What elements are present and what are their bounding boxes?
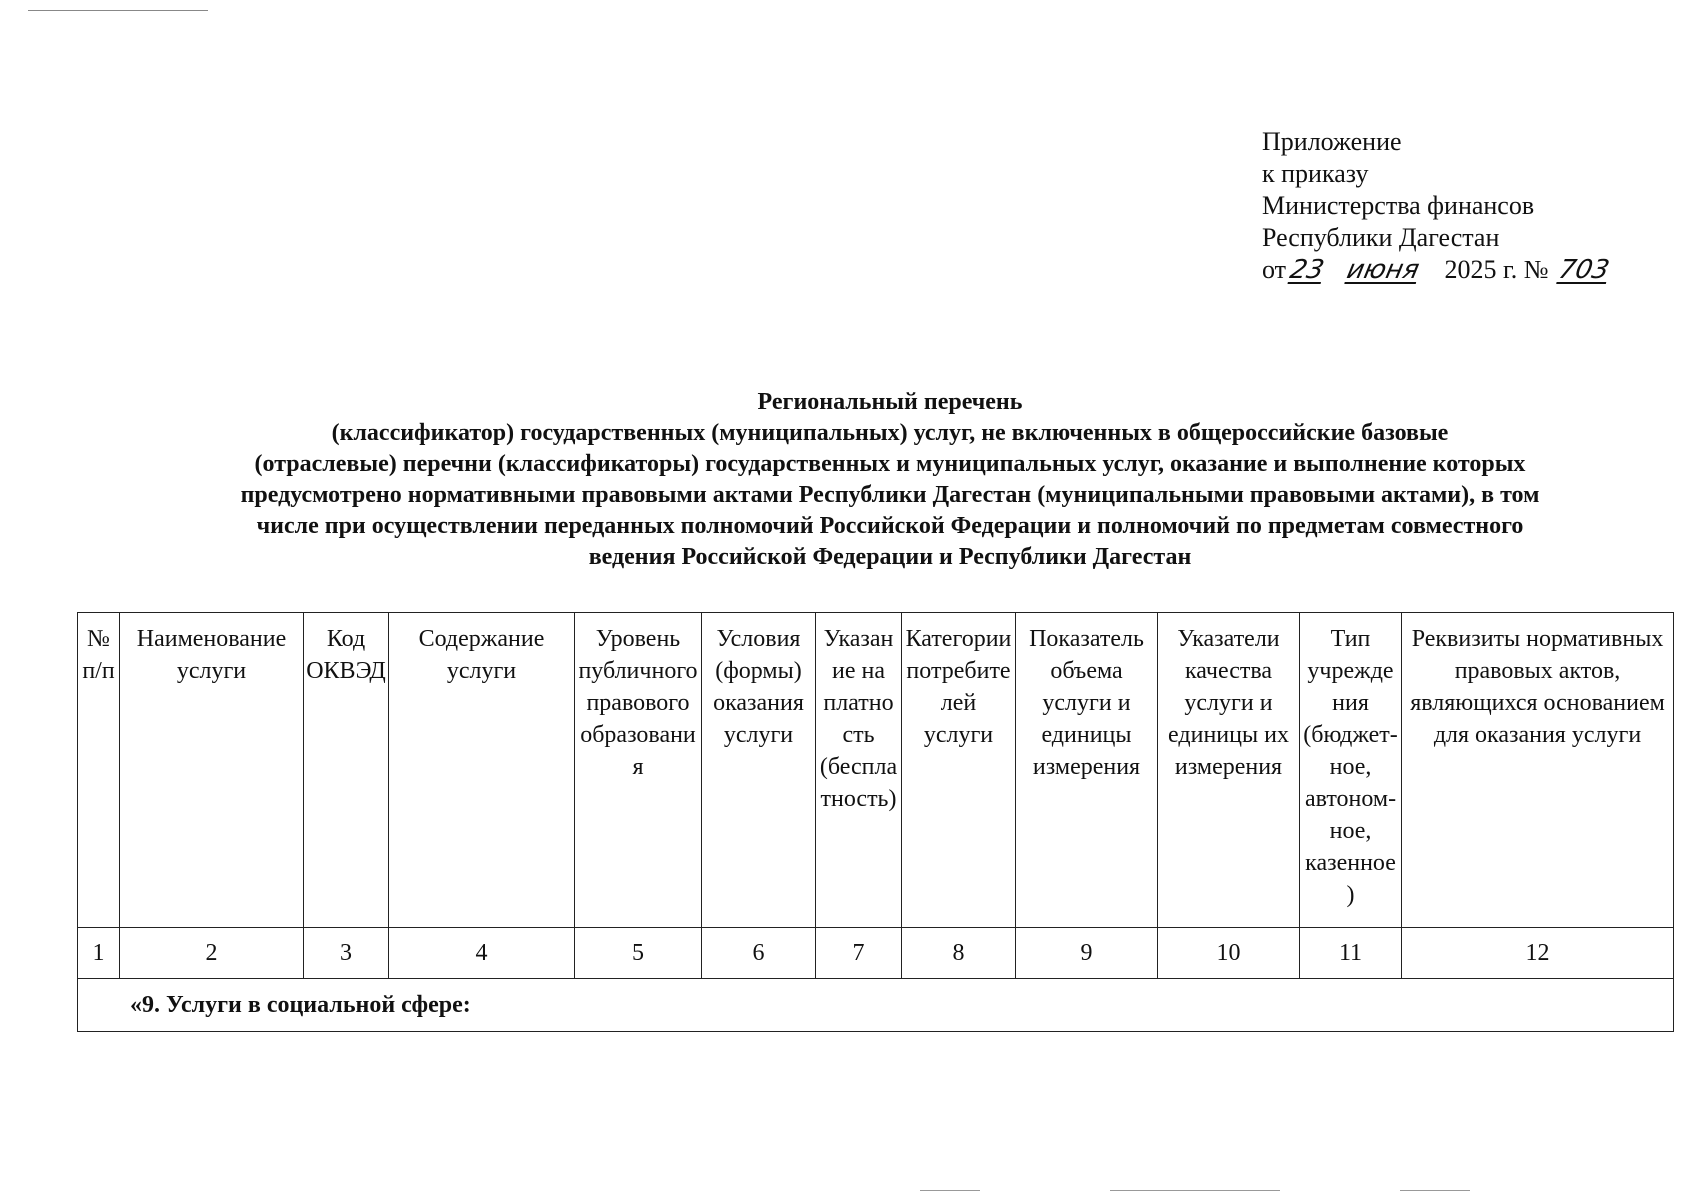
handwritten-day: 23	[1287, 255, 1327, 285]
column-number: 4	[389, 928, 575, 979]
title-line-5: числе при осуществлении переданных полномочий Российской Федерации и полномочий по предметам совместного	[256, 513, 1524, 539]
date-year: 2025 г. №	[1444, 255, 1549, 284]
services-table	[77, 612, 1674, 1032]
column-number: 10	[1158, 928, 1300, 979]
scan-artifact-line	[920, 1190, 980, 1191]
appendix-order-ref: к приказу	[1262, 159, 1369, 188]
document-title	[110, 387, 1670, 573]
column-number: 7	[816, 928, 902, 979]
header-cell: Условия (формы) оказания услуги	[702, 613, 816, 928]
handwritten-month: июня	[1344, 255, 1422, 285]
column-number: 6	[702, 928, 816, 979]
header-cell: Категории потребителей услуги	[902, 613, 1016, 928]
title-line-3: (отраслевые) перечни (классификаторы) государственных и муниципальных услуг, оказание и выполнение которых	[254, 451, 1526, 477]
column-number: 2	[120, 928, 304, 979]
title-line-4: предусмотрено нормативными правовыми актами Республики Дагестан (муниципальными правовыми актами), в том	[240, 482, 1540, 508]
column-number: 9	[1016, 928, 1158, 979]
column-number: 11	[1300, 928, 1402, 979]
handwritten-order-number: 703	[1555, 255, 1612, 285]
column-number: 3	[304, 928, 389, 979]
table-section-row	[78, 979, 1674, 1032]
header-cell: Показатель объема услуги и единицы измерения	[1016, 613, 1158, 928]
header-cell: Тип учреждения (бюджет-ное, автоном-ное, казенное)	[1300, 613, 1402, 928]
header-cell: Указание на платность (бесплатность)	[816, 613, 902, 928]
title-line-6: ведения Российской Федерации и Республики Дагестан	[588, 544, 1192, 570]
header-cell: Наименование услуги	[120, 613, 304, 928]
column-number: 12	[1402, 928, 1674, 979]
column-number: 1	[78, 928, 120, 979]
section-heading: «9. Услуги в социальной сфере:	[78, 979, 1674, 1032]
column-number: 5	[575, 928, 702, 979]
header-cell: Уровень публичного правового образования	[575, 613, 702, 928]
appendix-republic: Республики Дагестан	[1262, 223, 1500, 252]
title-line-2: (классификатор) государственных (муниципальных) услуг, не включенных в общероссийские базовые	[331, 420, 1449, 446]
header-cell: Реквизиты нормативных правовых актов, являющихся основанием для оказания услуги	[1402, 613, 1674, 928]
header-cell: № п/п	[78, 613, 120, 928]
column-number: 8	[902, 928, 1016, 979]
header-cell: Код ОКВЭД	[304, 613, 389, 928]
scan-artifact-line	[28, 10, 208, 11]
header-cell: Содержание услуги	[389, 613, 575, 928]
table-header-row	[78, 613, 1674, 928]
appendix-block	[1262, 126, 1619, 286]
scan-artifact-line	[1400, 1190, 1470, 1191]
scan-artifact-line	[1110, 1190, 1280, 1191]
title-line-1: Региональный перечень	[757, 389, 1023, 415]
table-numbering-row	[78, 928, 1674, 979]
appendix-date-line	[1262, 254, 1619, 286]
appendix-title: Приложение	[1262, 127, 1402, 156]
appendix-ministry: Министерства финансов	[1262, 191, 1535, 220]
date-prefix: от	[1262, 255, 1287, 284]
header-cell: Указатели качества услуги и единицы их измерения	[1158, 613, 1300, 928]
